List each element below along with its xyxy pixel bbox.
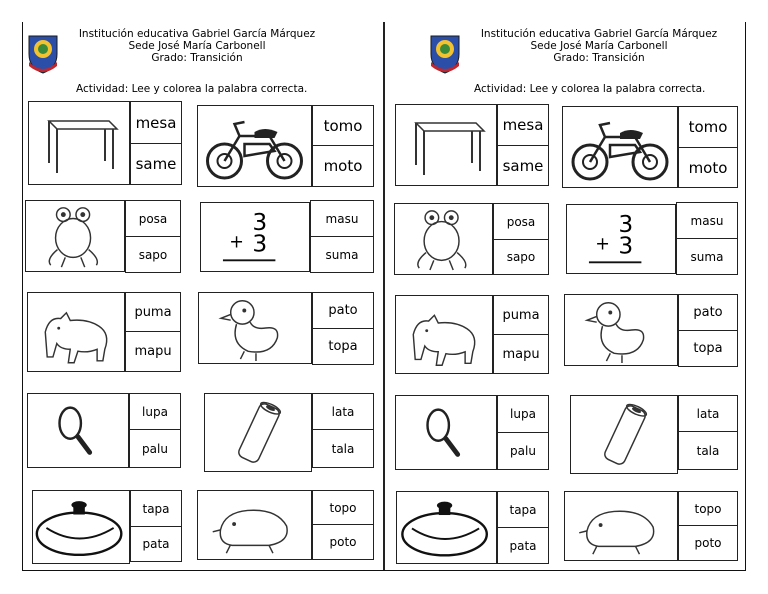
grado-label: Grado: Transición [151, 52, 243, 64]
word-option[interactable]: masu [310, 200, 374, 237]
magnifier-icon [27, 393, 129, 468]
word-option[interactable]: posa [493, 203, 549, 240]
lid-icon [32, 490, 130, 564]
table-icon [28, 101, 130, 185]
worksheet-header [464, 28, 734, 64]
duck-icon [198, 292, 312, 364]
mole-icon [564, 491, 678, 561]
word-option[interactable]: suma [310, 236, 374, 273]
word-option[interactable]: topa [678, 330, 738, 367]
word-option[interactable]: mapu [493, 334, 549, 374]
word-option[interactable]: moto [312, 145, 374, 187]
can-icon [204, 393, 312, 472]
word-option[interactable]: lupa [497, 395, 549, 433]
can-icon [570, 395, 678, 474]
addition-bottom: 3 [618, 232, 634, 260]
word-option[interactable]: mesa [130, 101, 182, 144]
word-option[interactable]: tapa [130, 490, 182, 527]
addition-operator: + [595, 234, 610, 255]
word-option[interactable]: pata [130, 526, 182, 562]
motorcycle-icon [562, 106, 678, 188]
word-option[interactable]: masu [676, 202, 738, 239]
magnifier-icon [395, 395, 497, 470]
word-option[interactable]: tomo [312, 105, 374, 146]
word-option[interactable]: same [130, 143, 182, 185]
addition-bottom: 3 [252, 230, 268, 258]
word-option[interactable]: poto [678, 525, 738, 561]
word-option[interactable]: same [497, 145, 549, 186]
institution-name: Institución educativa Gabriel García Márquez [480, 28, 718, 40]
addition-icon [200, 202, 310, 272]
institution-name: Institución educativa Gabriel García Márquez [78, 28, 316, 40]
word-option[interactable]: mesa [497, 104, 549, 146]
word-option[interactable]: puma [125, 292, 181, 332]
grado-label: Grado: Transición [553, 52, 645, 64]
motorcycle-icon [197, 105, 312, 187]
addition-operator: + [229, 232, 244, 253]
word-option[interactable]: puma [493, 295, 549, 335]
word-option[interactable]: poto [312, 524, 374, 560]
word-option[interactable]: topo [678, 491, 738, 526]
word-option[interactable]: tomo [678, 106, 738, 148]
table-icon [395, 104, 497, 186]
word-option[interactable]: lata [312, 393, 374, 430]
school-crest-icon [428, 32, 462, 74]
word-option[interactable]: lupa [129, 393, 181, 430]
word-option[interactable]: tala [312, 429, 374, 468]
word-option[interactable]: sapo [125, 236, 181, 273]
word-option[interactable]: tapa [497, 491, 549, 528]
word-option[interactable]: palu [129, 429, 181, 468]
activity-instruction: Actividad: Lee y colorea la palabra correcta. [76, 83, 308, 95]
activity-instruction: Actividad: Lee y colorea la palabra correcta. [474, 83, 706, 95]
puma-icon [27, 292, 125, 372]
worksheet-right [384, 0, 768, 594]
word-option[interactable]: pata [497, 527, 549, 564]
word-option[interactable]: tala [678, 431, 738, 470]
duck-icon [564, 294, 678, 366]
addition-top: 3 [252, 209, 268, 237]
word-option[interactable]: sapo [493, 239, 549, 275]
sede-name: Sede José María Carbonell [128, 40, 266, 52]
word-option[interactable]: mapu [125, 331, 181, 372]
word-option[interactable]: topa [312, 328, 374, 365]
mole-icon [197, 490, 312, 560]
word-option[interactable]: topo [312, 490, 374, 525]
word-option[interactable]: posa [125, 200, 181, 237]
frog-icon [25, 200, 125, 272]
word-option[interactable]: moto [678, 147, 738, 188]
puma-icon [395, 295, 493, 374]
addition-icon [566, 204, 676, 274]
word-option[interactable]: lata [678, 395, 738, 432]
worksheet-header [62, 28, 332, 64]
word-option[interactable]: pato [678, 294, 738, 331]
lid-icon [396, 491, 497, 564]
word-option[interactable]: palu [497, 432, 549, 470]
word-option[interactable]: pato [312, 292, 374, 329]
word-option[interactable]: suma [676, 238, 738, 275]
frog-icon [394, 203, 493, 275]
school-crest-icon [26, 32, 60, 74]
sede-name: Sede José María Carbonell [530, 40, 668, 52]
addition-top: 3 [618, 211, 634, 239]
